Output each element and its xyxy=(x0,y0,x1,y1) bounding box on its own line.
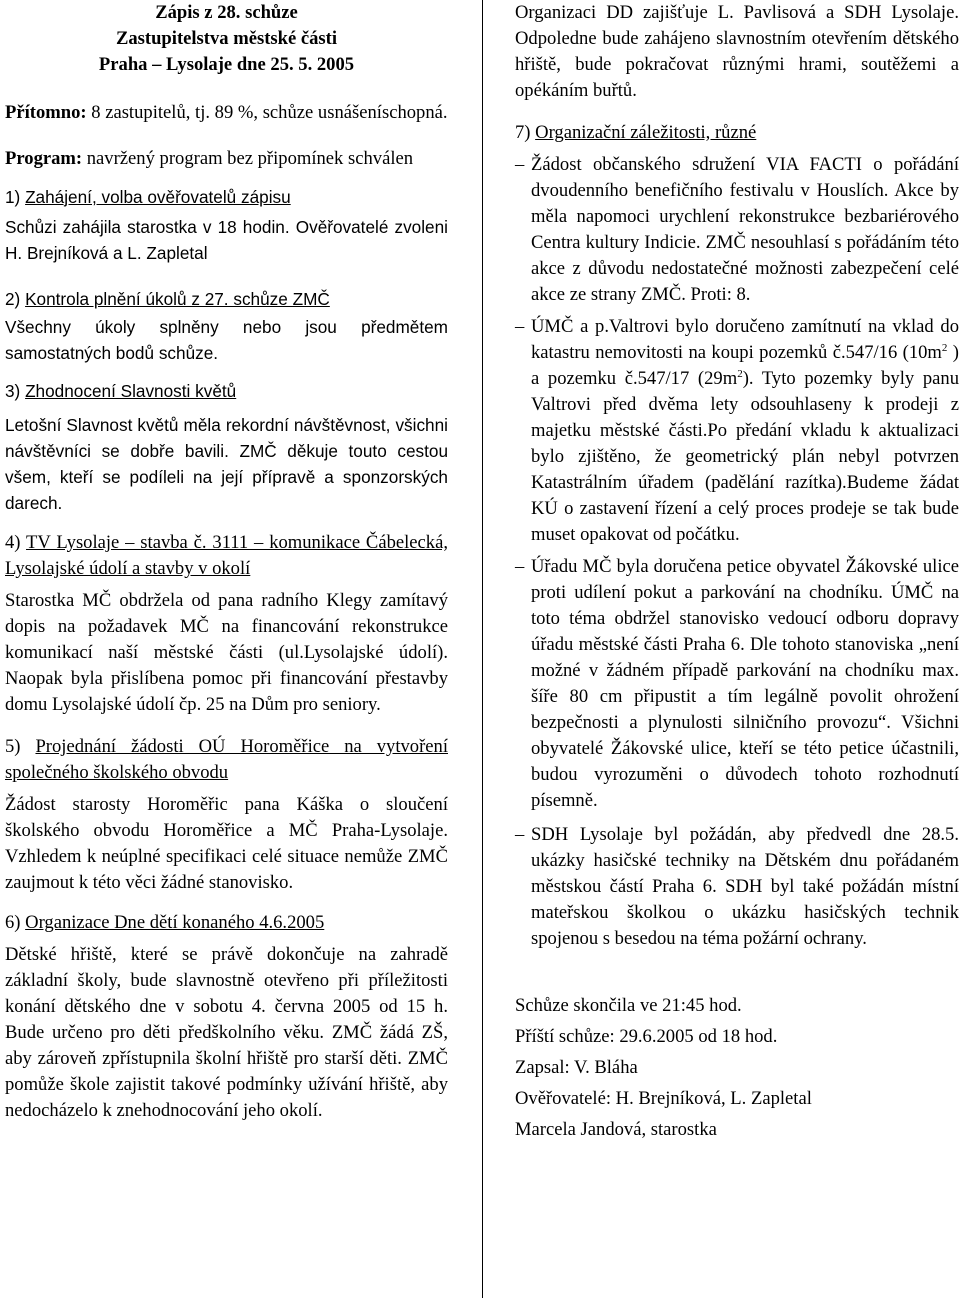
section-7-title: Organizační záležitosti, různé xyxy=(535,122,757,143)
section-6-body: Dětské hřiště, které se právě dokončuje na zahradě základní školy, bude slavnostně otevřeno při příležitosti konání dětského dne v sobotu 4. června 2005 od 15 h. Bude určeno pro děti předškolního věku. ZMČ žádá ZŠ, aby zároveň zpřístupnila školní hřiště pro starší děti. ZMČ pomůže škole zajistit takové podmínky užívání hřiště, aby nedocházelo k znehodnocování jeho okolí. xyxy=(5,944,448,1121)
section-2-title: Kontrola plnění úkolů z 27. schůze ZMČ xyxy=(25,289,330,309)
list-item xyxy=(515,314,959,548)
right-column xyxy=(515,0,959,1145)
attendance-label: Přítomno: xyxy=(5,102,87,123)
column-divider xyxy=(482,0,483,1298)
section-3-body: Letošní Slavnost květů měla rekordní návštěvnost, všichni návštěvníci se dobře bavili. ZMČ děkuje touto cestou všem, kteří se podíleli na její přípravě a sponzorských darech. xyxy=(5,415,448,513)
section-1-heading xyxy=(5,184,448,210)
header-line-3: Praha – Lysolaje dne 25. 5. 2005 xyxy=(98,54,355,75)
left-column xyxy=(5,0,448,1124)
header-line-1: Zápis z 28. schůze xyxy=(155,2,298,23)
section-1-body: Schůzi zahájila starostka v 18 hodin. Ověřovatelé zvoleni H. Brejníková a L. Zapletal xyxy=(5,217,448,263)
attendance-text: 8 zastupitelů, tj. 89 %, schůze usnášeníschopná. xyxy=(86,102,448,123)
section-5-number: 5) xyxy=(5,736,36,757)
superscript: 2 xyxy=(941,341,948,354)
section-7-number: 7) xyxy=(515,122,536,143)
section-3-heading xyxy=(5,378,448,404)
section-2-number: 2) xyxy=(5,289,26,309)
list-item xyxy=(515,822,959,952)
section-6-title: Organizace Dne dětí konaného 4.6.2005 xyxy=(25,912,325,933)
section-5-heading xyxy=(5,734,448,786)
section-6-number: 6) xyxy=(5,912,26,933)
program xyxy=(5,146,448,172)
header-line-2: Zastupitelstva městské části xyxy=(115,28,338,49)
list-item-text: Úřadu MČ byla doručena petice obyvatel Žákovské ulice proti udílení pokut a parkování na chodníku. ÚMČ na toto téma obdržel stanovisko vedoucí odboru dopravy úřadu městské části Praha 6. Dle tohoto stanoviska „není možné v žádném případě parkování na chodníku max. šíře 80 cm připustit a tím legálně povolit ohrožení bezpečnosti a plynulosti silničního provozu“. Všichni obyvatelé Žákovské ulice, kteří se této petice účastnili, budou vyrozuměni o důvodech tohoto rozhodnutí písemně. xyxy=(531,556,959,811)
next-meeting: Příští schůze: 29.6.2005 od 18 hod. xyxy=(515,1026,778,1047)
list-item-text: Žádost občanského sdružení VIA FACTI o pořádání dvoudenního benefičního festivalu v Houslích. Akce by měla napomoci urychlení rekonstrukce bezbariérového Centra kultury Indicie. ZMČ nesouhlasí s pořádáním této akce z důvodu nedostatečné možnosti zabezpečení celé akce ze strany ZMČ. Proti: 8. xyxy=(531,154,959,305)
dash-bullet: – xyxy=(515,556,525,577)
section-3-number: 3) xyxy=(5,381,26,401)
list-item-text-b: ) a pozemku č.547/17 (29m xyxy=(531,342,959,389)
dash-bullet: – xyxy=(515,316,525,337)
list-item-text: SDH Lysolaje byl požádán, aby předvedl dne 28.5. ukázky hasičské techniky na Dětském dnu pořádaném městskou částí Praha 6. SDH byl také požádán místní mateřskou školkou o ukázku hasičských technik spojenou s besedou na téma požární ochrany. xyxy=(531,824,959,949)
section-1-title: Zahájení, volba ověřovatelů zápisu xyxy=(25,187,291,207)
section-6-heading xyxy=(5,910,448,936)
section-2-body: Všechny úkoly splněny nebo jsou předmětem samostatných bodů schůze. xyxy=(5,317,448,363)
list-item xyxy=(515,554,959,814)
section-2-heading xyxy=(5,286,448,312)
section-5-title: Projednání žádosti OÚ Horoměřice na vytvoření společného školského obvodu xyxy=(5,736,448,783)
section-5-body: Žádost starosty Horoměřic pana Káška o sloučení školského obvodu Horoměřice a MČ Praha-Lysolaje. Vzhledem k neúplné specifikaci celé situace nemůže ZMČ zaujmout k této věci žádné stanovisko. xyxy=(5,794,448,893)
closing-block xyxy=(515,990,959,1145)
section-4-title: TV Lysolaje – stavba č. 3111 – komunikace Čábelecká, Lysolajské údolí a stavby v okolí xyxy=(5,532,448,579)
section-7-heading xyxy=(515,120,959,146)
dash-bullet: – xyxy=(515,154,525,175)
section-4-number: 4) xyxy=(5,532,27,553)
section-6-continuation: Organizaci DD zajišťuje L. Pavlisová a SDH Lysolaje. Odpoledne bude zahájeno slavnostním otevřením dětského hřiště, bude pokračovat různými hrami, soutěžemi a opékáním buřtů. xyxy=(515,2,959,101)
mayor-signature: Marcela Jandová, starostka xyxy=(515,1119,717,1140)
section-1-number: 1) xyxy=(5,187,26,207)
program-label: Program: xyxy=(5,148,83,169)
superscript: 2 xyxy=(737,367,743,380)
list-item xyxy=(515,152,959,308)
recorded-by: Zapsal: V. Bláha xyxy=(515,1057,638,1078)
section-4-body: Starostka MČ obdržela od pana radního Klegy zamítavý dopis na požadavek MČ na financování rekonstrukce komunikací naší městské části (ul.Lysolajské údolí). Naopak byla přislíbena pomoc při financování přestavby domu Lysolajské údolí čp. 25 na Dům pro seniory. xyxy=(5,590,448,715)
attendance xyxy=(5,100,448,126)
list-item-text xyxy=(531,314,959,548)
list-item-text-c: ). Tyto pozemky byly panu Valtrovi před dvěma lety odsouhlaseny k prodeji z majetku městské části.Po předání vkladu k aktualizaci bylo zjištěno, že geometrický plán nebyl potvrzen Katastrálním úřadem (padělání razítka).Budeme žádat KÚ o zastavení řízení a celý proces prodeje se tak bude muset opakovat od počátku. xyxy=(531,368,959,545)
section-4-heading xyxy=(5,530,448,582)
verifiers: Ověřovatelé: H. Brejníková, L. Zapletal xyxy=(515,1088,812,1109)
document-header xyxy=(5,0,448,78)
section-3-title: Zhodnocení Slavnosti květů xyxy=(25,381,237,401)
list-item-text-a: ÚMČ a p.Valtrovi bylo doručeno zamítnutí na vklad do katastru nemovitosti na koupi pozemků č.547/16 (10m xyxy=(531,316,959,363)
meeting-end: Schůze skončila ve 21:45 hod. xyxy=(515,995,742,1016)
program-text: navržený program bez připomínek schválen xyxy=(82,148,414,169)
dash-bullet: – xyxy=(515,824,525,845)
